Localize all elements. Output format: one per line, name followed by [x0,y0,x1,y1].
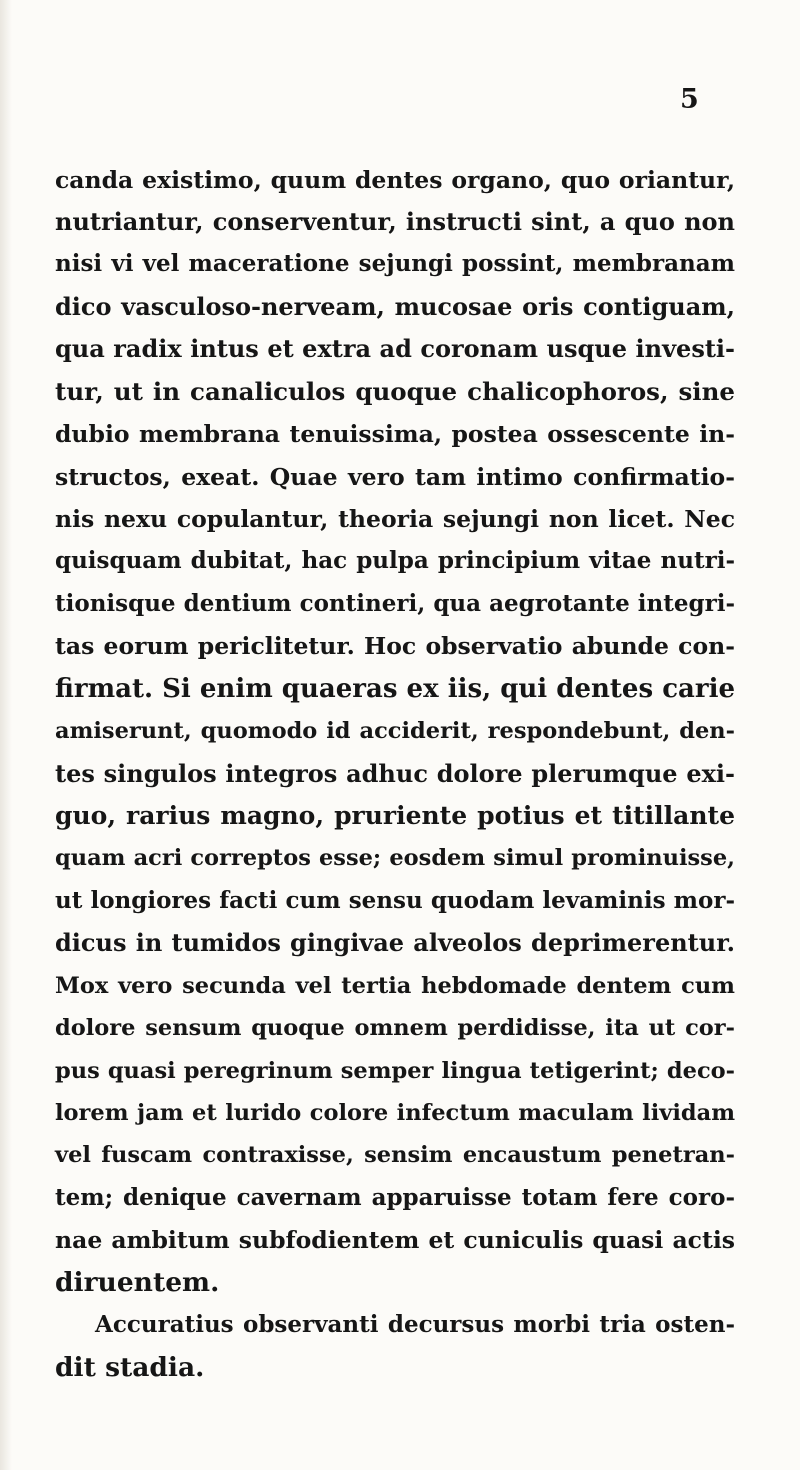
text-line: pus quasi peregrinum semper lingua tetigerint; deco- [55,1058,735,1084]
text-line: nis nexu copulantur, theoria sejungi non licet. Nec [55,505,735,533]
text-line: tas eorum periclitetur. Hoc observatio abunde con- [55,632,735,660]
text-line: Mox vero secunda vel tertia hebdomade dentem cum [55,973,735,999]
text-line: dicus in tumidos gingivae alveolos deprimerentur. [55,928,735,957]
text-line: tur, ut in canaliculos quoque chalicophoros, sine [55,377,735,406]
text-line: tes singulos integros adhuc dolore plerumque exi- [55,759,735,788]
text-line: quam acri correptos esse; eosdem simul prominuisse, [55,845,735,871]
text-line: amiserunt, quomodo id acciderit, respondebunt, den- [55,718,735,744]
text-line: tionisque dentium contineri, qua aegrotante integri- [55,590,735,617]
text-line: Accuratius observanti decursus morbi tria osten- [95,1311,735,1338]
text-line: structos, exeat. Quae vero tam intimo confirmatio- [55,463,735,491]
text-line: dolore sensum quoque omnem perdidisse, ita ut cor- [55,1015,735,1041]
text-line: quisquam dubitat, hac pulpa principium vitae nutri- [55,547,735,574]
text-line: canda existimo, quum dentes organo, quo oriantur, [55,166,735,194]
text-line: firmat. Si enim quaeras ex iis, qui dentes carie [55,674,735,704]
text-line: guo, rarius magno, pruriente potius et titillante [55,801,735,830]
text-line: dubio membrana tenuissima, postea ossescente in- [55,420,735,448]
text-line: vel fuscam contraxisse, sensim encaustum penetran- [55,1142,735,1168]
text-line: nutriantur, conserventur, instructi sint, a quo non [55,207,735,236]
page-number: 5 [680,84,699,115]
text-line: ut longiores facti cum sensu quodam levaminis mor- [55,887,735,914]
text-line: nae ambitum subfodientem et cuniculis quasi actis [55,1226,735,1254]
text-line: dico vasculoso-nerveam, mucosae oris contiguam, [55,292,735,321]
text-line: qua radix intus et extra ad coronam usque investi- [55,334,735,363]
text-line: lorem jam et lurido colore infectum maculam lividam [55,1100,735,1126]
text-line: tem; denique cavernam apparuisse totam fere coro- [55,1184,735,1211]
text-line: dit stadia. [55,1352,205,1383]
text-line: diruentem. [55,1267,220,1298]
text-line: nisi vi vel maceratione sejungi possint, membranam [55,250,735,277]
